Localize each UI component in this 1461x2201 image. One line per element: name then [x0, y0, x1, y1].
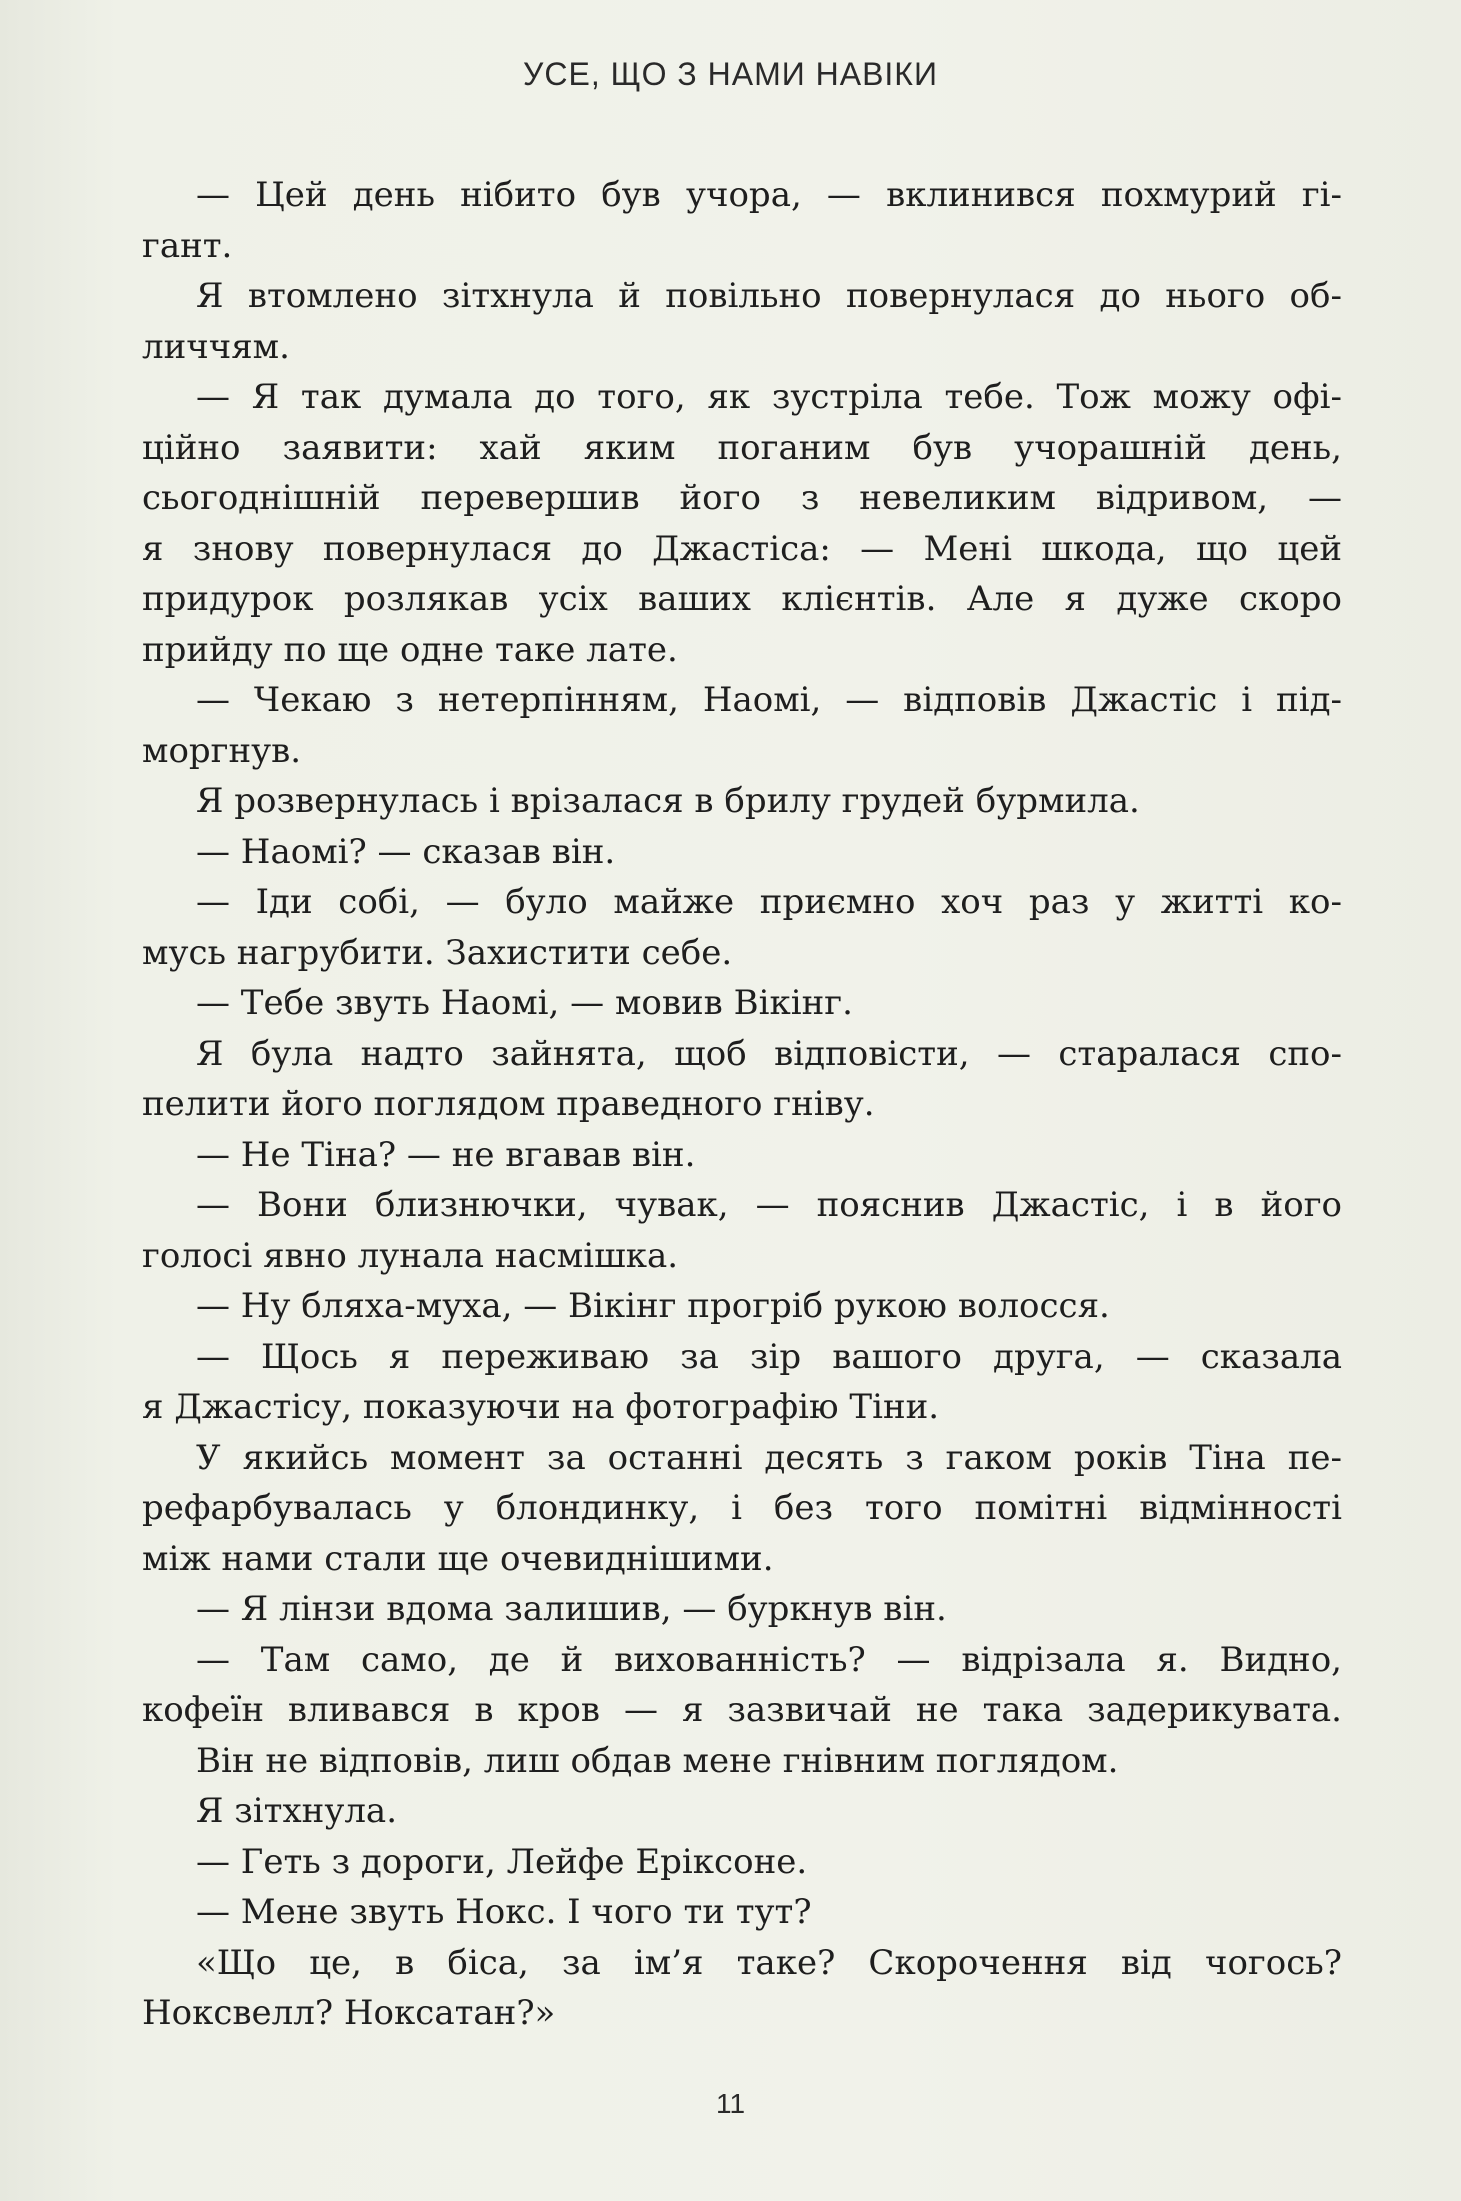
- text-line: мусь нагрубити. Захистити себе.: [142, 932, 733, 973]
- text-line: Ноксвелл? Ноксатан?»: [142, 1993, 556, 2033]
- text-line: — Чекаю з нетерпінням, Наомі, — відповів Джастіс і під-: [196, 680, 1342, 720]
- text-line: Я була надто зайнята, щоб відповісти, — старалася спо-: [196, 1033, 1342, 1074]
- text-line: придурок розлякав усіх ваших клієнтів. Але я дуже скоро: [142, 579, 1342, 619]
- text-line: — Наомі? — сказав він.: [196, 831, 616, 872]
- text-line: кофеїн вливався в кров — я зазвичай не така задерикувата.: [142, 1690, 1342, 1730]
- text-line: моргнув.: [142, 730, 302, 771]
- text-line: сьогоднішній перевершив його з невеликим відривом, —: [142, 478, 1342, 518]
- text-line: — Мене звуть Нокс. І чого ти тут?: [196, 1892, 812, 1932]
- text-line: рефарбувалась у блондинку, і без того помітні відмінності: [142, 1488, 1342, 1528]
- text-line: У якийсь момент за останні десять з гаком років Тіна пе-: [196, 1437, 1342, 1478]
- text-line: — Не Тіна? — не вгавав він.: [196, 1134, 696, 1175]
- text-line: Я зітхнула.: [196, 1791, 398, 1831]
- text-line: — Цей день нібито був учора, — вклинився похмурий гі-: [196, 175, 1342, 215]
- text-line: гант.: [142, 225, 233, 266]
- text-line: — Ну бляха-муха, — Вікінг прогріб рукою волосся.: [196, 1286, 1110, 1326]
- text-line: пелити його поглядом праведного гніву.: [142, 1084, 875, 1124]
- text-line: прийду по ще одне таке лате.: [142, 629, 678, 670]
- running-head: УСЕ, ЩО З НАМИ НАВІКИ: [523, 56, 938, 92]
- text-line: Я втомлено зітхнула й повільно повернулася до нього об-: [196, 276, 1342, 316]
- text-line: личчям.: [142, 326, 290, 367]
- body-text: [142, 170, 1342, 2039]
- text-line: — Тебе звуть Наомі, — мовив Вікінг.: [196, 983, 853, 1023]
- text-line: — Я так думала до того, як зустріла тебе. Тож можу офі-: [196, 377, 1342, 417]
- text-line: між нами стали ще очевиднішими.: [142, 1538, 774, 1579]
- text-line: ційно заявити: хай яким поганим був учорашній день,: [142, 427, 1342, 468]
- text-line: Я розвернулась і врізалася в брилу грудей бурмила.: [196, 781, 1140, 821]
- text-line: — Я лінзи вдома залишив, — буркнув він.: [196, 1589, 947, 1629]
- text-line: — Вони близнючки, чувак, — пояснив Джастіс, і в його: [196, 1185, 1342, 1225]
- text-line: я Джастісу, показуючи на фотографію Тіни.: [142, 1387, 940, 1427]
- text-line: я знову повернулася до Джастіса: — Мені шкода, що цей: [142, 528, 1342, 569]
- text-line: — Щось я переживаю за зір вашого друга, — сказала: [196, 1336, 1342, 1377]
- text-line: — Там само, де й вихованність? — відрізала я. Видно,: [196, 1639, 1342, 1680]
- page-number: 11: [715, 2088, 746, 2119]
- text-line: голосі явно лунала насмішка.: [142, 1235, 679, 1276]
- text-line: — Геть з дороги, Лейфе Еріксоне.: [196, 1841, 808, 1882]
- text-line: Він не відповів, лиш обдав мене гнівним поглядом.: [196, 1740, 1119, 1781]
- text-line: — Іди собі, — було майже приємно хоч раз у житті ко-: [196, 882, 1342, 922]
- text-line: «Що це, в біса, за ім’я таке? Скорочення від чогось?: [196, 1942, 1342, 1983]
